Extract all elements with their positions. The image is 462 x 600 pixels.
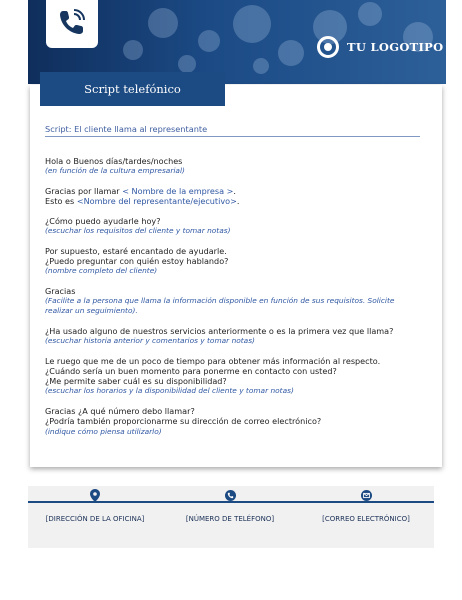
script-line: ¿Me permite saber cuál es su disponibilidad?	[45, 376, 227, 387]
script-block	[45, 246, 423, 277]
script-line: Gracias ¿A qué número debo llamar?	[45, 406, 195, 417]
phone-number-text: [NÚMERO DE TELÉFONO]	[185, 515, 275, 523]
script-note: (nombre completo del cliente)	[45, 266, 158, 276]
location-pin-icon	[90, 488, 100, 502]
script-line	[45, 196, 423, 206]
address-text: [DIRECCIÓN DE LA OFICINA]	[45, 515, 145, 523]
footer-phone	[165, 488, 295, 523]
script-note: (en función de la cultura empresarial)	[45, 166, 185, 176]
script-note: (indique cómo piensa utilizarlo)	[45, 426, 162, 436]
script-note: (Facilite a la persona que llama la información disponible en función de sus requisitos. Solicite realizar un seguimiento).	[45, 296, 395, 316]
script-content	[45, 156, 423, 446]
script-block	[45, 356, 423, 397]
script-block	[45, 156, 423, 176]
script-line	[45, 186, 423, 196]
logo-ring-icon	[317, 36, 339, 58]
script-line: ¿Cuándo sería un buen momento para ponerme en contacto con usted?	[45, 366, 337, 377]
document-title: Script telefónico	[40, 72, 225, 106]
logo-text: TU LOGOTIPO	[347, 40, 444, 54]
script-line: Le ruego que me de un poco de tiempo para obtener más información al respecto.	[45, 355, 381, 366]
script-block	[45, 406, 423, 437]
company-name-placeholder: < Nombre de la empresa >	[122, 185, 234, 196]
phone-icon-box	[46, 0, 98, 48]
line-text: Gracias por llamar	[45, 185, 123, 196]
email-icon	[361, 488, 372, 502]
script-line: ¿Podría también proporcionarme su dirección de correo electrónico?	[45, 416, 322, 427]
footer-address	[30, 488, 160, 523]
script-note: (escuchar historia anterior y comentarios y tomar notas)	[45, 336, 255, 346]
phone-icon	[56, 6, 88, 42]
company-logo	[317, 36, 443, 58]
representative-placeholder: <Nombre del representante/ejecutivo>	[76, 196, 237, 207]
script-line: Gracias	[45, 285, 76, 296]
script-line: ¿Ha usado alguno de nuestros servicios anteriormente o es la primera vez que llama?	[45, 325, 394, 336]
script-note: (escuchar los requisitos del cliente y tomar notas)	[45, 226, 231, 236]
script-block	[45, 216, 423, 236]
email-text: [CORREO ELECTRÓNICO]	[322, 515, 410, 523]
footer-email	[301, 488, 431, 523]
script-note: (escuchar los horarios y la disponibilidad del cliente y tomar notas)	[45, 386, 294, 396]
script-line: Por supuesto, estaré encantado de ayudarle.	[45, 245, 227, 256]
script-line: ¿Puedo preguntar con quién estoy hablando?	[45, 255, 229, 266]
line-text: .	[236, 196, 240, 207]
script-block	[45, 286, 423, 317]
script-line: Hola o Buenos días/tardes/noches	[45, 156, 183, 166]
phone-circle-icon	[225, 488, 236, 502]
line-text: Esto es	[45, 196, 77, 207]
script-line: ¿Cómo puedo ayudarle hoy?	[45, 215, 161, 226]
line-text: .	[233, 185, 236, 196]
script-block	[45, 186, 423, 206]
script-heading: Script: El cliente llama al representante	[45, 124, 420, 137]
script-block	[45, 326, 423, 346]
